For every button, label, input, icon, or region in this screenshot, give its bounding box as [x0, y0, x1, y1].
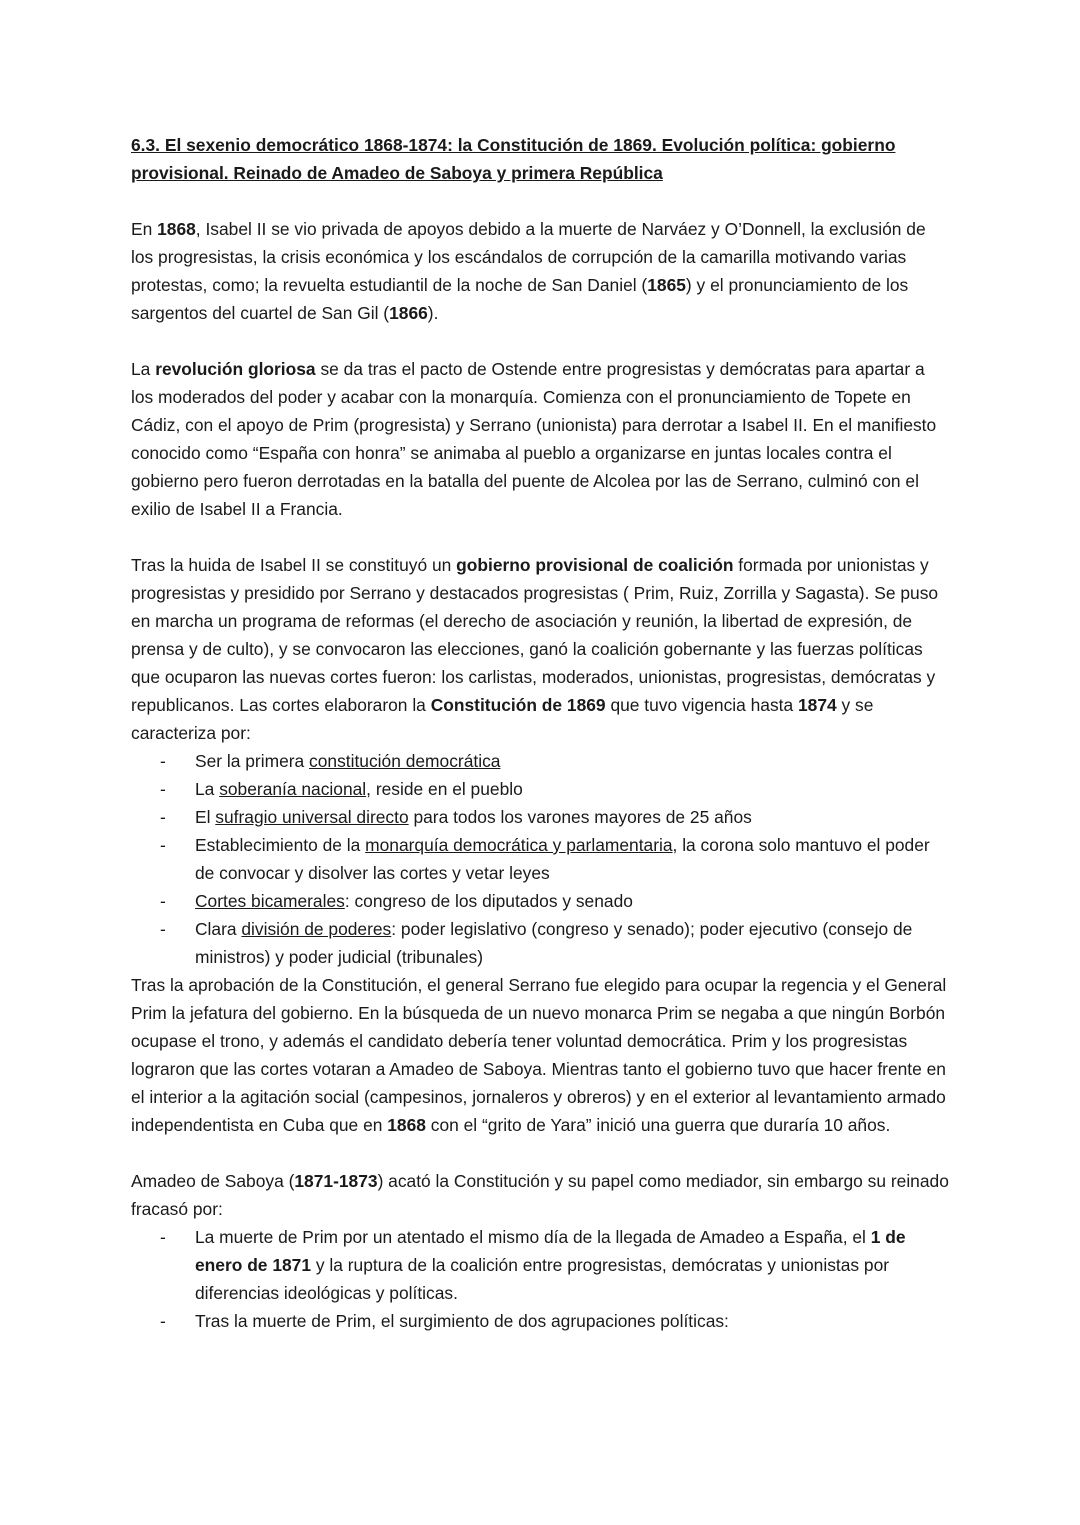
text: Tras la aprobación de la Constitución, el general Serrano fue elegido para ocupar la regencia y el General Prim la jefatura del gobierno. En la búsqueda de un nuevo monarca Prim se negaba a que ningún Borbón ocupase el trono, y además el candidato debería tener voluntad democrática. Prim y los progresistas lograron que las cortes votaran a Amadeo de Saboya. Mientras tanto el gobierno tuvo que hacer frente en el interior a la agitación social (campesinos, jornaleros y obreros) y en el exterior al levantamiento armado independentista en Cuba que en [131, 975, 947, 1135]
text: : poder legislativo (congreso y senado); poder ejecutivo (consejo de ministros) y poder judicial (tribunales) [195, 919, 913, 967]
text: , la corona solo mantuvo el poder de convocar y disolver las cortes y vetar leyes [195, 835, 930, 883]
list-item [195, 915, 951, 971]
text: Tras la huida de Isabel II se constituyó un [131, 555, 457, 575]
text: Amadeo de Saboya ( [131, 1171, 295, 1191]
text: Ser la primera [195, 751, 310, 771]
text: ) y el pronunciamiento de los sargentos del cuartel de San Gil ( [131, 275, 909, 323]
bold-term: revolución gloriosa [155, 359, 316, 379]
text: , Isabel II se vio privada de apoyos debido a la muerte de Narváez y O’Donnell, la exclusión de los progresistas, la crisis económica y los escándalos de corrupción de la camarilla motivando varias protestas, como; la revuelta estudiantil de la noche de San Daniel ( [131, 219, 926, 295]
text: El [195, 807, 216, 827]
text: , reside en el pueblo [366, 779, 523, 799]
document-page [131, 131, 951, 1335]
underlined-term: soberanía nacional [219, 779, 367, 799]
list-item: - Tras la muerte de Prim, el surgimiento de dos agrupaciones políticas: [195, 1307, 951, 1335]
text: La muerte de Prim por un atentado el mismo día de la llegada de Amadeo a España, el [195, 1227, 871, 1247]
bold-date: 1 de enero de 1871 [195, 1227, 906, 1275]
list-item [195, 887, 951, 915]
text: La [131, 359, 156, 379]
underlined-term: división de poderes [241, 919, 392, 939]
text: ). [427, 303, 439, 323]
paragraph-1868 [131, 215, 951, 327]
list-item [195, 831, 951, 887]
list-item [195, 747, 951, 775]
underlined-term: Cortes bicamerales [195, 891, 345, 911]
text: La [195, 779, 220, 799]
reign-failure-list [131, 1223, 951, 1335]
list-item [195, 803, 951, 831]
text: para todos los varones mayores de 25 años [408, 807, 752, 827]
constitution-features-list [131, 747, 951, 971]
paragraph-revolucion [131, 355, 951, 523]
list-item [195, 1223, 951, 1307]
text: que tuvo vigencia hasta [605, 695, 799, 715]
bold-year: 1868 [157, 219, 196, 239]
text: En [131, 219, 158, 239]
bold-year: 1871-1873 [294, 1171, 378, 1191]
bold-year: 1868 [387, 1115, 426, 1135]
bold-term: gobierno provisional de coalición [456, 555, 734, 575]
text: se da tras el pacto de Ostende entre progresistas y demócratas para apartar a los moderados del poder y acabar con la monarquía. Comienza con el pronunciamiento de Topete en Cádiz, con el apoyo de Prim (progresista) y Serrano (unionista) para derrotar a Isabel II. En el manifiesto conocido como “España con honra” se animaba al pueblo a organizarse en juntas locales contra el gobierno pero fueron derrotadas en la batalla del puente de Alcolea por las de Serrano, culminó con el exilio de Isabel II a Francia. [131, 359, 937, 519]
underlined-term: sufragio universal directo [215, 807, 409, 827]
list-item [195, 775, 951, 803]
bold-term: Constitución de 1869 [430, 695, 606, 715]
text: : congreso de los diputados y senado [344, 891, 633, 911]
text: y la ruptura de la coalición entre progresistas, demócratas y unionistas por diferencias ideológicas y políticas. [195, 1255, 890, 1303]
text: Establecimiento de la [195, 835, 366, 855]
section-title: 6.3. El sexenio democrático 1868-1874: la Constitución de 1869. Evolución política: gobierno provisional. Reinado de Amadeo de Saboya y primera República [131, 135, 896, 183]
text: con el “grito de Yara” inició una guerra que duraría 10 años. [425, 1115, 891, 1135]
text: ) acató la Constitución y su papel como mediador, sin embargo su reinado fracasó por: [131, 1171, 949, 1219]
text: y se caracteriza por: [131, 695, 874, 743]
paragraph-gobierno-provisional [131, 551, 951, 747]
paragraph-amadeo [131, 1167, 951, 1223]
bold-year: 1865 [647, 275, 686, 295]
bold-year: 1874 [798, 695, 837, 715]
text: Clara [195, 919, 242, 939]
text: formada por unionistas y progresistas y presidido por Serrano y destacados progresistas ( Prim, Ruiz, Zorrilla y Sagasta). Se puso en marcha un programa de reformas (el derecho de asociación y reunión, la libertad de expresión, de prensa y de culto), y se convocaron las elecciones, ganó la coalición gobernante y las fuerzas políticas que ocuparon las nuevas cortes fueron: los carlistas, moderados, unionistas, progresistas, demócratas y republicanos. Las cortes elaboraron la [131, 555, 939, 715]
underlined-term: monarquía democrática y parlamentaria [365, 835, 673, 855]
underlined-term: constitución democrática [309, 751, 501, 771]
bold-year: 1866 [389, 303, 428, 323]
paragraph-regencia [131, 971, 951, 1139]
